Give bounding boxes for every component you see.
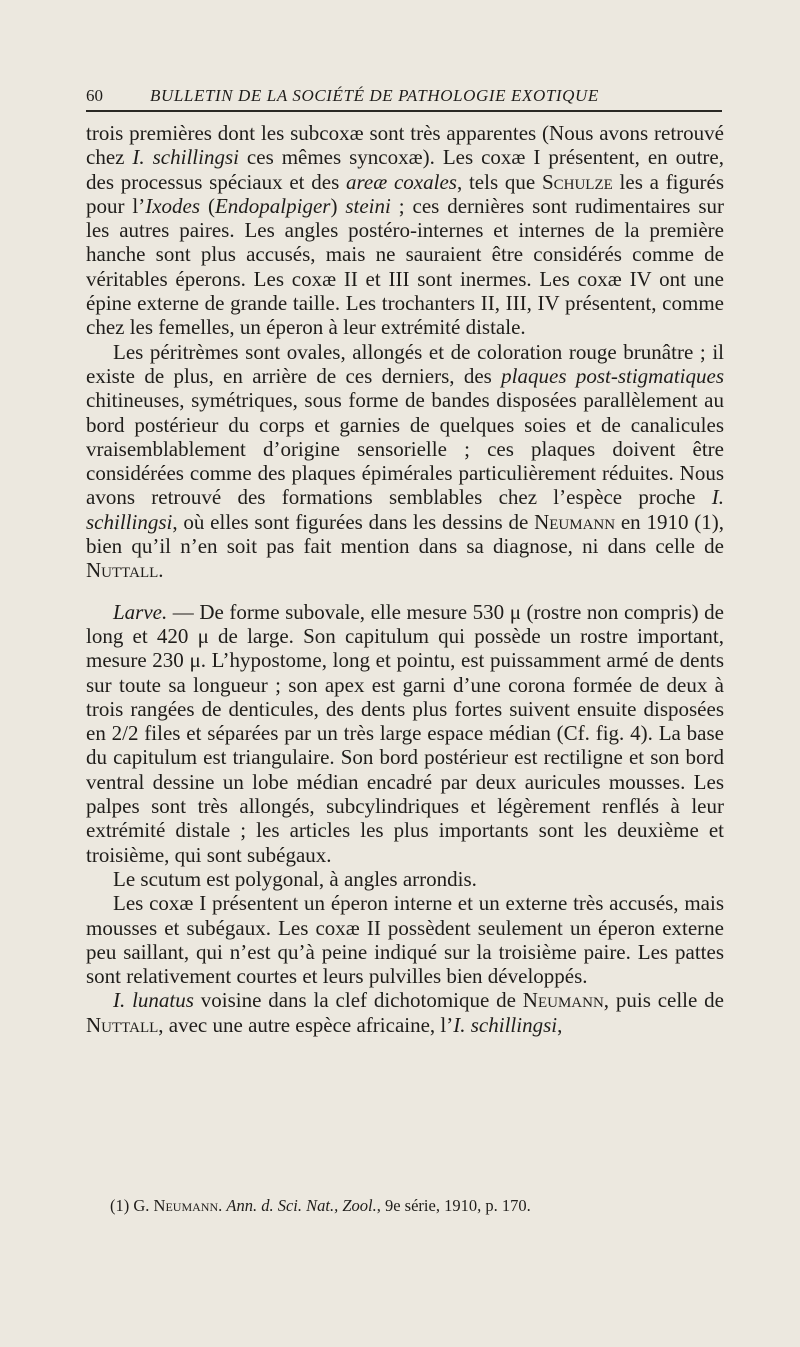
paragraph-peritremes: Les péritrèmes sont ovales, allongés et de coloration rouge brunâtre ; il existe de plus, en arrière de ces derniers, des plaques post-stigmatiques chitineuses, symétriques, sous forme de bandes disposées parallèlement au bord postérieur du corps et garnies de quelques soies et de canalicules vraisemblablement d’origine sensorielle ; ces plaques doivent être considérées comme des plaques épimérales particulièrement réduites. Nous avons retrouvé des formations semblables chez l’espèce proche I. schillingsi, où elles sont figurées dans les dessins de Neumann en 1910 (1), bien qu’il n’en soit pas fait mention dans sa diagnose, ni dans celle de Nuttall. <box>86 339 725 583</box>
journal-title: BULLETIN DE LA SOCIÉTÉ DE PATHOLOGIE EXOTIQUE <box>150 86 599 105</box>
paragraph-larva: Larve. — De forme subovale, elle mesure 530 μ (rostre non compris) de long et 420 μ de large. Son capitulum qui possède un rostre important, mesure 230 μ. L’hypostome, long et pointu, est puissamment armé de dents sur toute sa longueur ; son apex est garni d’une corona formée de deux à trois rangées de denticules, des dents plus fortes suivent ensuite disposées en 2/2 files et séparées par un très large espace médian (Cf. fig. 4). La base du capitulum est triangulaire. Son bord postérieur est rectiligne et son bord ventral dessine un lobe médian encadré par deux auricules mousses. Les palpes sont très allongés, subcylindriques et légèrement renflés à leur extrémité distale ; les articles les plus importants sont les deuxième et troisième, qui sont subégaux. <box>86 599 724 867</box>
header-rule <box>86 110 722 112</box>
paragraph-coxae-larva: Les coxæ I présentent un éperon interne et un externe très accusés, mais mousses et subégaux. Les coxæ II possèdent seulement un éperon externe peu saillant, qui n’est qu’à peine indiqué sur la troisième paire. Les pattes sont relativement courtes et leurs pulvilles bien développés. <box>86 891 724 989</box>
paragraph-lunatus: I. lunatus voisine dans la clef dichotomique de Neumann, puis celle de Nuttall, avec une autre espèce africaine, l’I. schillingsi, <box>86 988 724 1037</box>
paragraph-scutum: Le scutum est polygonal, à angles arrondis. <box>113 866 477 891</box>
article-body <box>86 121 724 1037</box>
paragraph-coxae-male: trois premières dont les subcoxæ sont très apparentes (Nous avons retrouvé chez I. schillingsi ces mêmes syncoxæ). Les coxæ I présentent, en outre, des processus spéciaux et des areæ coxales, tels que Schulze les a figurés pour l’Ixodes (Endopalpiger) steini ; ces dernières sont rudimentaires sur les autres paires. Les angles postéro-internes et internes de la première hanche sont plus accusés, mais ne sauraient être considérés comme de véritables éperons. Les coxæ II et III sont inermes. Les coxæ IV ont une épine externe de grande taille. Les trochanters II, III, IV présentent, comme chez les femelles, un éperon à leur extrémité distale. <box>86 121 725 340</box>
running-header <box>86 84 722 110</box>
page-number: 60 <box>86 86 103 105</box>
footnote: (1) G. Neumann. Ann. d. Sci. Nat., Zool., 9e série, 1910, p. 170. <box>110 1196 531 1215</box>
